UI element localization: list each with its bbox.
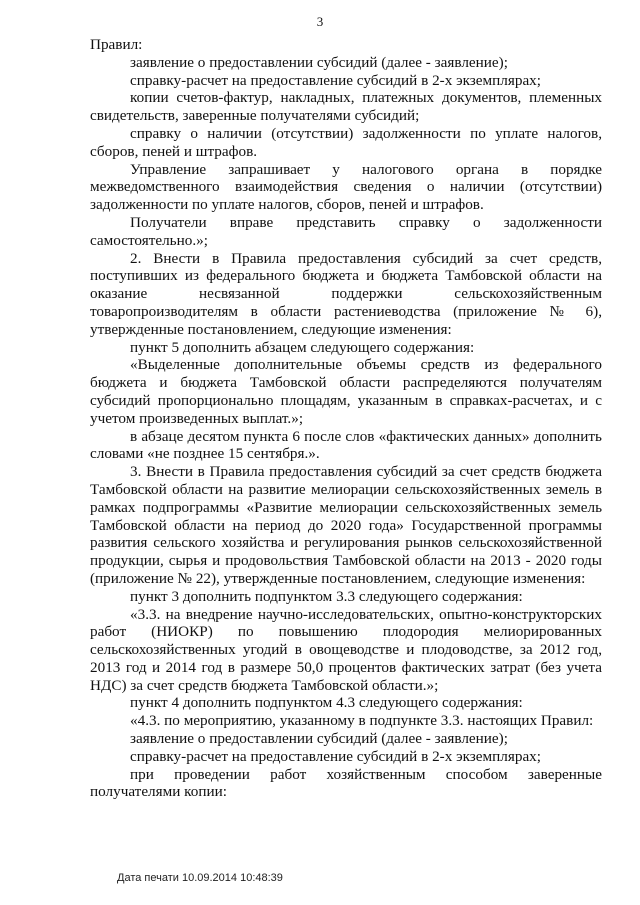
- document-body: [90, 36, 602, 801]
- paragraph: Получатели вправе представить справку о задолженности самостоятельно.»;: [90, 213, 602, 249]
- paragraph: справку-расчет на предоставление субсидий в 2-х экземплярах;: [130, 71, 541, 89]
- paragraph: «3.3. на внедрение научно-исследовательских, опытно-конструкторских работ (НИОКР) по повышению плодородия мелиорированных сельскохозяйственных угодий в овощеводстве и плодоводстве, за 2012 год, 2013 год и 2014 год в размере 50,0 процентов фактических затрат (без учета НДС) за счет средств бюджета Тамбовской области.»;: [90, 605, 602, 694]
- paragraph: в абзаце десятом пункта 6 после слов «фактических данных» дополнить словами «не позднее 15 сентября.».: [90, 427, 602, 463]
- paragraph: при проведении работ хозяйственным способом заверенные получателями копии:: [90, 765, 602, 801]
- paragraph: справку-расчет на предоставление субсидий в 2-х экземплярах;: [130, 747, 541, 765]
- paragraph: 3. Внести в Правила предоставления субсидий за счет средств бюджета Тамбовской области на развитие мелиорации сельскохозяйственных земель в рамках подпрограммы «Развитие мелиорации сельскохозяйственных земель Тамбовской области на период до 2020 года» Государственной программы развития сельского хозяйства и регулирования рынков сельскохозяйственной продукции, сырья и продовольствия Тамбовской области на 2013 - 2020 годы (приложение № 22), утвержденные постановлением, следующие изменения:: [90, 463, 602, 587]
- paragraph: пункт 4 дополнить подпунктом 4.3 следующего содержания:: [130, 694, 523, 712]
- paragraph: пункт 5 дополнить абзацем следующего содержания:: [130, 338, 475, 356]
- paragraph: «4.3. по мероприятию, указанному в подпункте 3.3. настоящих Правил:: [130, 712, 594, 730]
- paragraph: «Выделенные дополнительные объемы средств из федерального бюджета и бюджета Тамбовской области распределяются получателям субсидий пропорционально площадям, указанным в справках-расчетах, и с учетом произведенных выплат.»;: [90, 356, 602, 427]
- paragraph: Правил:: [90, 36, 143, 53]
- paragraph: копии счетов-фактур, накладных, платежных документов, племенных свидетельств, заверенные получателями субсидий;: [90, 89, 602, 125]
- paragraph: справку о наличии (отсутствии) задолженности по уплате налогов, сборов, пеней и штрафов.: [90, 124, 602, 160]
- paragraph: заявление о предоставлении субсидий (далее - заявление);: [130, 53, 508, 71]
- paragraph: заявление о предоставлении субсидий (далее - заявление);: [130, 730, 508, 748]
- print-date-footer: Дата печати 10.09.2014 10:48:39: [117, 872, 283, 884]
- paragraph: пункт 3 дополнить подпунктом 3.3 следующего содержания:: [130, 587, 523, 605]
- page-number: 3: [316, 14, 324, 29]
- paragraph: Управление запрашивает у налогового органа в порядке межведомственного взаимодействия сведения о наличии (отсутствии) задолженности по уплате налогов, сборов, пеней и штрафов.: [90, 160, 602, 214]
- paragraph: 2. Внести в Правила предоставления субсидий за счет средств, поступивших из федерального бюджета и бюджета Тамбовской области на оказание несвязанной поддержки сельскохозяйственным товаропроизводителям в области растениеводства (приложение № 6), утвержденные постановлением, следующие изменения:: [90, 249, 602, 338]
